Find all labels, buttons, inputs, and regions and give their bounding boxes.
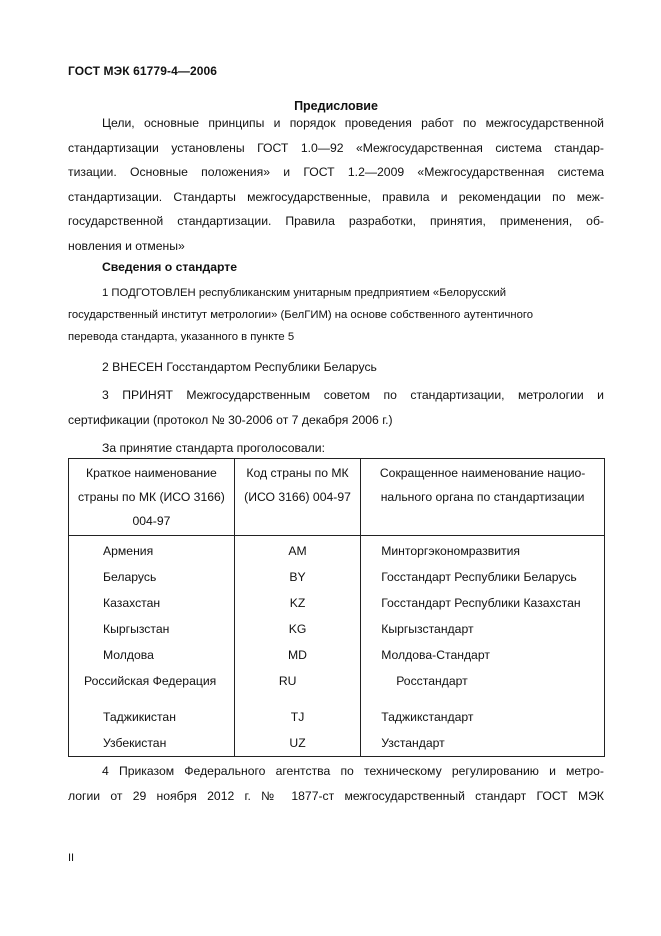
- item-1-line: 1 ПОДГОТОВЛЕН республиканским унитарным предприятием «Белорусский: [102, 287, 507, 299]
- body-cell: Таджикстандарт: [381, 710, 474, 724]
- code-cell: RU: [278, 674, 297, 688]
- table-header-row: [69, 459, 605, 536]
- code-cell: TJ: [290, 710, 305, 724]
- item-2-line: 2 ВНЕСЕН Госстандартом Республики Беларусь: [102, 360, 377, 374]
- item-1-line: государственный институт метрологии» (БелГИМ) на основе собственного аутентичного: [68, 309, 534, 321]
- country-cell: Кыргызстан: [103, 622, 170, 636]
- body-cell: Росстандарт: [396, 674, 468, 688]
- code-cell: UZ: [289, 736, 306, 750]
- country-column: [69, 536, 235, 757]
- body-cell: Минторгэкономразвития: [381, 544, 520, 558]
- voted-label: [68, 436, 604, 461]
- item-1-paragraph: [68, 282, 604, 348]
- page-number: II: [68, 852, 75, 864]
- foreword-paragraph: [68, 111, 604, 258]
- country-cell: Беларусь: [103, 570, 157, 584]
- code-cell: AM: [288, 544, 307, 558]
- code-cell: MD: [288, 648, 307, 662]
- country-cell: Армения: [103, 544, 154, 558]
- header-line: Сокращенное наименование нацио-: [379, 466, 586, 480]
- header-line: Краткое наименование: [86, 466, 217, 480]
- item-4-line: логии от 29 ноября 2012 г. № 1877-ст межгосударственный стандарт ГОСТ МЭК: [68, 788, 604, 803]
- item-1-line: перевода стандарта, указанного в пункте 5: [68, 331, 295, 343]
- country-cell: Таджикистан: [103, 710, 176, 724]
- country-cell: Российская Федерация: [84, 674, 217, 688]
- foreword-line: Цели, основные принципы и порядок проведения работ по межгосударственной: [102, 116, 604, 130]
- body-cell: Узстандарт: [381, 736, 445, 750]
- item-2-paragraph: [68, 355, 604, 380]
- member-states-table: [68, 458, 605, 757]
- standard-info-title: Сведения о стандарте: [102, 260, 238, 274]
- header-line: страны по МК (ИСО 3166): [77, 490, 225, 504]
- foreword-line: государственной стандартизации. Правила разработки, принятия, применения, об-: [68, 214, 604, 228]
- document-code-header: ГОСТ МЭК 61779-4—2006: [68, 64, 218, 78]
- item-4-paragraph: [68, 759, 604, 808]
- voted-label-text: За принятие стандарта проголосовали:: [102, 441, 325, 455]
- foreword-title: Предисловие: [294, 99, 378, 113]
- item-3-paragraph: [68, 383, 604, 432]
- code-cell: BY: [289, 570, 306, 584]
- country-cell: Молдова: [103, 648, 154, 662]
- foreword-line: стандартизации установлены ГОСТ 1.0—92 «Межгосударственная система стандар-: [68, 140, 604, 155]
- foreword-line: тизации. Основные положения» и ГОСТ 1.2—2009 «Межгосударственная система: [68, 165, 604, 179]
- body-cell: Молдова-Стандарт: [381, 648, 490, 662]
- foreword-line: стандартизации. Стандарты межгосударственные, правила и рекомендации по меж-: [68, 189, 604, 204]
- header-line: нального органа по стандартизации: [380, 490, 585, 504]
- country-cell: Узбекистан: [103, 736, 167, 750]
- header-line: Код страны по МК: [246, 466, 349, 480]
- table-body-row: [69, 536, 605, 757]
- code-cell: KZ: [289, 596, 306, 610]
- body-cell: Кыргызстандарт: [381, 622, 474, 636]
- code-column: [234, 536, 360, 757]
- body-column: [361, 536, 605, 757]
- header-national-body: [361, 459, 605, 536]
- body-cell: Госстандарт Республики Казахстан: [381, 596, 581, 610]
- country-cell: Казахстан: [103, 596, 161, 610]
- header-country-code: [234, 459, 360, 536]
- item-4-line: 4 Приказом Федерального агентства по техническому регулированию и метро-: [102, 764, 604, 778]
- foreword-line: новления и отмены»: [68, 238, 185, 253]
- item-3-line: сертификации (протокол № 30-2006 от 7 декабря 2006 г.): [68, 412, 393, 427]
- code-cell: KG: [288, 622, 307, 636]
- header-line: 004-97: [132, 514, 171, 528]
- header-line: (ИСО 3166) 004-97: [244, 490, 351, 504]
- item-3-line: 3 ПРИНЯТ Межгосударственным советом по стандартизации, метрологии и: [102, 388, 604, 402]
- body-cell: Госстандарт Республики Беларусь: [381, 570, 577, 584]
- header-country-name: [69, 459, 235, 536]
